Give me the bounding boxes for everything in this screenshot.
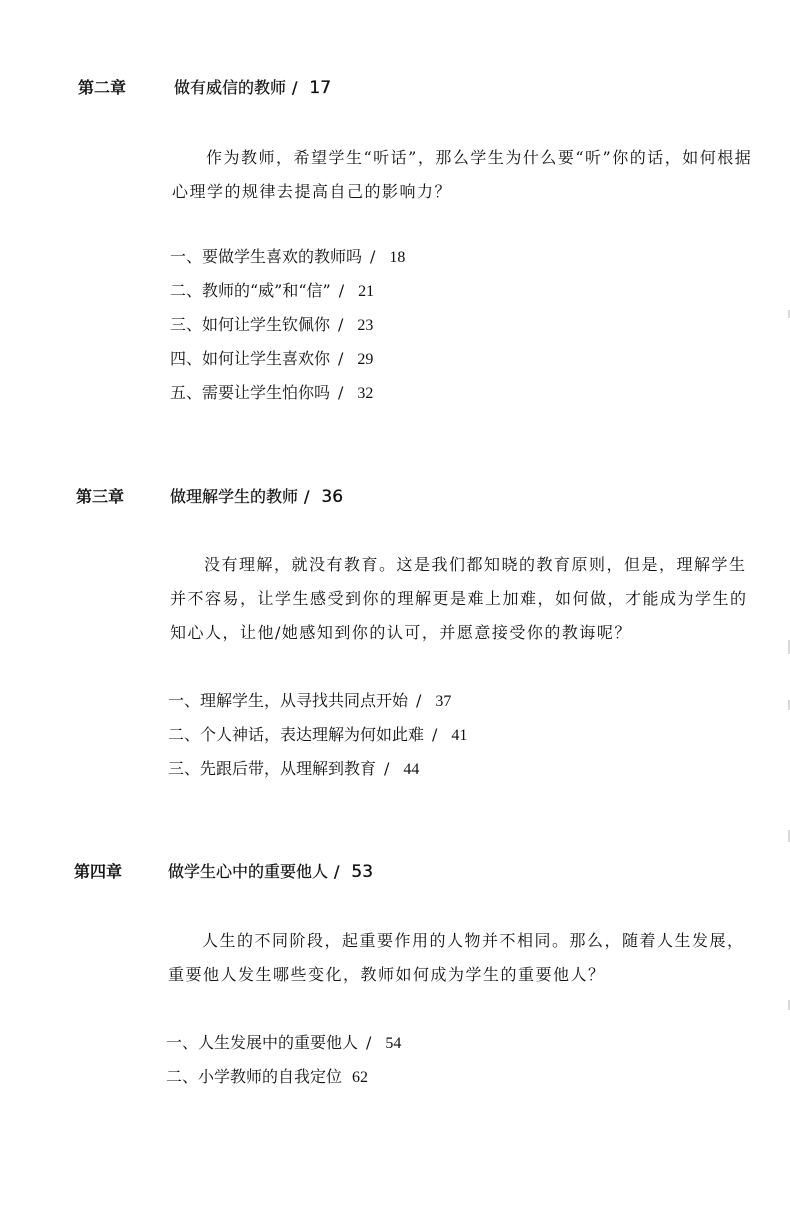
section-item[interactable]: [168, 684, 467, 718]
chapter-heading: [78, 76, 498, 100]
section-page-number: 62: [352, 1069, 369, 1086]
section-title: 三、先跟后带，从理解到教育: [168, 759, 377, 778]
section-page-number: 21: [358, 283, 375, 300]
chapter-label: 第三章: [76, 487, 125, 506]
section-title: 二、教师的“威”和“信”: [170, 281, 331, 300]
section-item[interactable]: [166, 1026, 401, 1060]
chapter-page-number: 36: [321, 487, 344, 507]
chapter-title: 做有威信的教师: [174, 78, 287, 97]
section-title: 一、人生发展中的重要他人: [166, 1033, 359, 1052]
chapter-title-line: [174, 76, 331, 100]
chapter-heading: [76, 485, 496, 509]
section-item[interactable]: [166, 1060, 401, 1094]
section-title: 四、如何让学生喜欢你: [170, 349, 331, 368]
section-item[interactable]: [170, 308, 405, 342]
chapter-title-line: [170, 485, 343, 509]
chapter-heading: [74, 860, 494, 884]
chapter-intro: [172, 141, 762, 209]
section-page-number: 44: [403, 761, 420, 778]
section-item[interactable]: [170, 342, 405, 376]
section-separator: /: [338, 349, 344, 368]
section-list: [170, 240, 405, 410]
section-separator: /: [338, 281, 345, 300]
intro-line: 并不容易，让学生感受到你的理解更是难上加难，如何做，才能成为学生的: [170, 589, 748, 608]
section-separator: /: [384, 759, 390, 778]
chapter-title: 做学生心中的重要他人: [168, 862, 329, 881]
section-page-number: 37: [435, 693, 452, 710]
chapter-separator: /: [304, 487, 310, 506]
chapter-separator: /: [292, 78, 298, 97]
section-item[interactable]: [170, 274, 405, 308]
intro-line: 知心人，让他/她感知到你的认可，并愿意接受你的教诲呢？: [170, 623, 632, 642]
chapter-separator: /: [334, 862, 340, 881]
section-title: 三、如何让学生钦佩你: [170, 315, 331, 334]
chapter-label: 第四章: [74, 862, 123, 881]
section-separator: /: [416, 691, 422, 710]
intro-line: 人生的不同阶段，起重要作用的人物并不相同。那么，随着人生发展，: [202, 931, 745, 950]
chapter-intro: [168, 924, 762, 992]
section-title: 一、理解学生，从寻找共同点开始: [168, 691, 409, 710]
section-title: 二、小学教师的自我定位: [166, 1067, 343, 1086]
section-item[interactable]: [170, 376, 405, 410]
chapter-title: 做理解学生的教师: [170, 487, 299, 506]
intro-line: 心理学的规律去提高自己的影响力？: [172, 182, 453, 201]
section-title: 五、需要让学生怕你吗: [170, 383, 331, 402]
section-separator: /: [432, 725, 438, 744]
section-separator: /: [370, 247, 376, 266]
chapter-intro: [170, 548, 762, 650]
section-page-number: 18: [389, 249, 406, 266]
section-separator: /: [366, 1033, 372, 1052]
section-page-number: 23: [357, 317, 374, 334]
section-item[interactable]: [168, 752, 467, 786]
section-page-number: 54: [385, 1035, 402, 1052]
chapter-page-number: 53: [351, 862, 374, 882]
section-title: 一、要做学生喜欢的教师吗: [170, 247, 363, 266]
section-page-number: 29: [357, 351, 374, 368]
section-separator: /: [338, 383, 344, 402]
chapter-label: 第二章: [78, 78, 127, 97]
chapter-page-number: 17: [309, 78, 332, 98]
section-page-number: 41: [451, 727, 468, 744]
section-item[interactable]: [168, 718, 467, 752]
intro-line: 没有理解，就没有教育。这是我们都知晓的教育原则，但是，理解学生: [204, 555, 747, 574]
section-page-number: 32: [357, 385, 374, 402]
section-title: 二、个人神话，表达理解为何如此难: [168, 725, 425, 744]
intro-line: 重要他人发生哪些变化，教师如何成为学生的重要他人？: [168, 965, 606, 984]
section-list: [168, 684, 467, 786]
chapter-title-line: [168, 860, 373, 884]
intro-line: 作为教师，希望学生“听话”，那么学生为什么要“听”你的话，如何根据: [206, 148, 753, 167]
section-separator: /: [338, 315, 344, 334]
section-list: [166, 1026, 401, 1094]
section-item[interactable]: [170, 240, 405, 274]
